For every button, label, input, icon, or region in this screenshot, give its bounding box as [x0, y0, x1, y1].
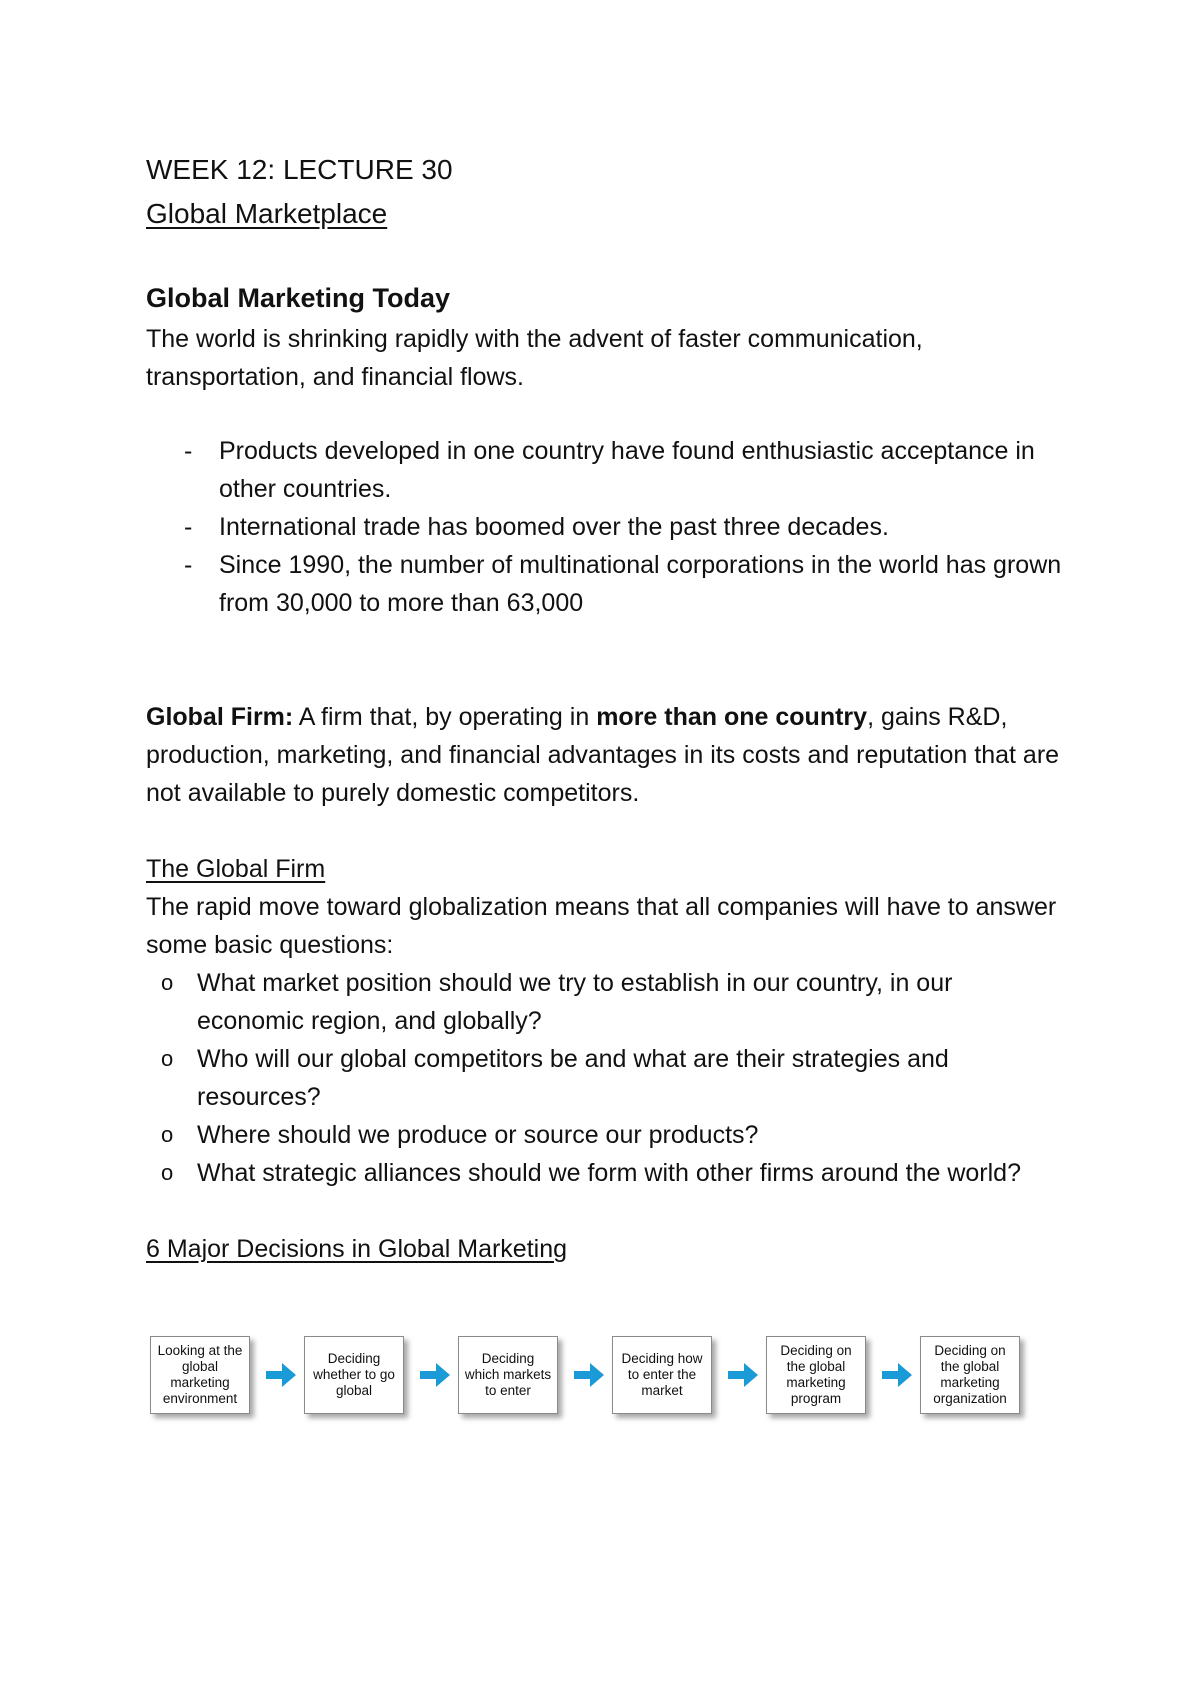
- spacer: [146, 812, 1066, 850]
- right-arrow-icon: [726, 1360, 760, 1390]
- spacer: [146, 622, 1066, 698]
- section-heading-global-marketing-today: Global Marketing Today: [146, 283, 451, 313]
- list-item-text: What strategic alliances should we form with other firms around the world?: [197, 1159, 1021, 1187]
- list-item: [146, 508, 1066, 546]
- circle-bullet-marker: o: [161, 1122, 174, 1147]
- section-heading-global-firm: The Global Firm: [146, 855, 326, 883]
- right-arrow-icon: [264, 1360, 298, 1390]
- list-item-text: Where should we produce or source our products?: [197, 1121, 759, 1149]
- definition-text-b: , gains R&D, production, marketing, and financial advantages in its costs and reputation that are not available to purely domestic competitors.: [146, 703, 1060, 807]
- list-item-text: International trade has boomed over the past three decades.: [219, 513, 889, 541]
- list-item: [146, 964, 1066, 1040]
- list-item: [146, 546, 1066, 622]
- document-body: [146, 148, 1066, 1268]
- list-item: [146, 1040, 1066, 1116]
- list-item-text: What market position should we try to establish in our country, in our economic region, and globally?: [197, 969, 953, 1035]
- list-item: [146, 1154, 1066, 1192]
- spacer: [146, 1192, 1066, 1230]
- list-item-text: Products developed in one country have found enthusiastic acceptance in other countries.: [219, 437, 1035, 503]
- right-arrow-icon: [418, 1360, 452, 1390]
- list-item-text: Since 1990, the number of multinational corporations in the world has grown from 30,000 to more than 63,000: [219, 551, 1062, 617]
- definition-emphasis: more than one country: [596, 703, 868, 731]
- global-firm-definition: [146, 698, 1066, 812]
- dash-marker: -: [184, 437, 193, 465]
- definition-term: Global Firm:: [146, 703, 294, 731]
- lecture-title: WEEK 12: LECTURE 30: [146, 154, 453, 185]
- dash-marker: -: [184, 513, 193, 541]
- list-item-text: Who will our global competitors be and what are their strategies and resources?: [197, 1045, 949, 1111]
- circle-bullet-marker: o: [161, 1046, 174, 1071]
- circle-bullet-marker: o: [161, 1160, 174, 1185]
- section-heading-six-decisions: 6 Major Decisions in Global Marketing: [146, 1235, 568, 1263]
- flow-step-box: Deciding on the global marketing organization: [920, 1336, 1020, 1414]
- flow-step-box: Deciding how to enter the market: [612, 1336, 712, 1414]
- list-item: [146, 432, 1066, 508]
- dash-marker: -: [184, 551, 193, 579]
- question-list: [146, 964, 1066, 1192]
- right-arrow-icon: [880, 1360, 914, 1390]
- definition-text-a: A firm that, by operating in: [293, 703, 597, 731]
- right-arrow-icon: [572, 1360, 606, 1390]
- decision-flow-diagram: [150, 1336, 1050, 1426]
- flow-step-box: Deciding whether to go global: [304, 1336, 404, 1414]
- lecture-subtitle: Global Marketplace: [146, 198, 388, 229]
- flow-step-box: Deciding on the global marketing program: [766, 1336, 866, 1414]
- flow-step-box: Deciding which markets to enter: [458, 1336, 558, 1414]
- section-intro-paragraph: The world is shrinking rapidly with the advent of faster communication, transportation, and financial flows.: [146, 325, 923, 391]
- dash-bullet-list: [146, 432, 1066, 622]
- circle-bullet-marker: o: [161, 970, 174, 995]
- flow-step-box: Looking at the global marketing environment: [150, 1336, 250, 1414]
- list-item: [146, 1116, 1066, 1154]
- section-intro-paragraph: The rapid move toward globalization means that all companies will have to answer some basic questions:: [146, 893, 1057, 959]
